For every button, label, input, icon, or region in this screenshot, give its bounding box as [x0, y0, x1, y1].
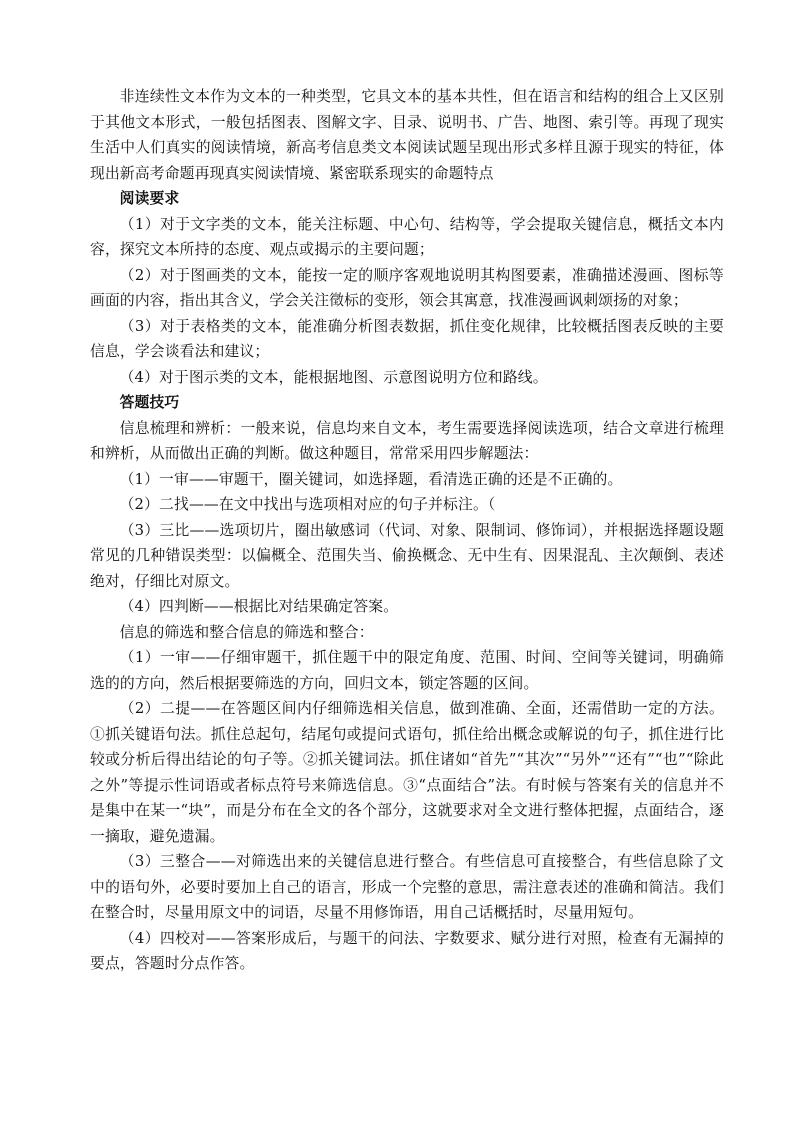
section-heading-answer-tips: 答题技巧 — [119, 394, 180, 411]
document-page — [90, 84, 724, 977]
filter-integrate-intro: 信息的筛选和整合信息的筛选和整合： — [119, 623, 374, 641]
intro-paragraph: 非连续性文本作为文本的一种类型，它具文本的基本共性，但在语言和结构的组合上又区别于其他文本形式，一般包括图表、图解文字、目录、说明书、广告、地图、索引等。再现了现实生活中人们真实的阅读情境，新高考信息类文本阅读试题呈现出形式多样且源于现实的特征，体现出新高考命题再现真实阅读情境、紧密联系现实的命题特点 — [90, 88, 724, 182]
tips-step-2: （2）二找——在文中找出与选项相对应的句子并标注。（ — [119, 496, 496, 513]
filter-step-4: （4）四校对——答案形成后，与题干的问法、字数要求、赋分进行对照，检查有无漏掉的要点，答题时分点作答。 — [90, 929, 724, 972]
requirement-item-1: （1）对于文字类的文本，能关注标题、中心句、结构等，学会提取关键信息，概括文本内容，探究文本所持的态度、观点或揭示的主要问题； — [90, 215, 724, 258]
tips-intro-paragraph: 信息梳理和辨析：一般来说，信息均来自文本，考生需要选择阅读选项，结合文章进行梳理和辨析，从而做出正确的判断。做这种题目，常常采用四步解题法： — [90, 419, 724, 462]
requirement-item-2: （2）对于图画类的文本，能按一定的顺序客观地说明其构图要素，准确描述漫画、图标等画面的内容，指出其含义，学会关注徵标的变形，领会其寓意，找准漫画讽刺颂扬的对象； — [90, 266, 724, 309]
requirement-item-4: （4）对于图示类的文本，能根据地图、示意图说明方位和路线。 — [119, 368, 548, 386]
section-heading-reading-requirements: 阅读要求 — [119, 190, 180, 207]
filter-step-2: （2）二提——在答题区间内仔细筛选相关信息，做到准确、全面，还需借助一定的方法。①抓关键语句法。抓住总起句，结尾句或提问式语句，抓住给出概念或解说的句子，抓住进行比较或分析后得出结论的句子等。②抓关键词法。抓住诸如“首先”“其次”“另外”“还有”“也”“除此之外”等提示性词语或者标点符号来筛选信息。③“点面结合”法。有时候与答案有关的信息并不是集中在某一“块”，而是分布在全文的各个部分，这就要求对全文进行整体把握，点面结合，逐一摘取，避免遗漏。 — [90, 700, 724, 845]
filter-step-3: （3）三整合——对筛选出来的关键信息进行整合。有些信息可直接整合，有些信息除了文中的语句外，必要时要加上自己的语言，形成一个完整的意思，需注意表述的准确和简洁。我们在整合时，尽量用原文中的词语，尽量不用修饰语，用自己话概括时，尽量用短句。 — [90, 853, 724, 921]
filter-step-1: （1）一审——仔细审题干，抓住题干中的限定角度、范围、时间、空间等关键词，明确筛选的的方向，然后根据要筛选的方向，回归文本，锁定答题的区间。 — [90, 649, 724, 692]
tips-step-3: （3）三比——选项切片，圈出敏感词（代词、对象、限制词、修饰词），并根据选择题设题常见的几种错误类型：以偏概全、范围失当、偷换概念、无中生有、因果混乱、主次颠倒、表述绝对，仔细比对原文。 — [90, 521, 724, 590]
tips-step-1: （1）一审——审题干，圈关键词，如选择题，看清选正确的还是不正确的。 — [119, 470, 623, 488]
tips-step-4: （4）四判断——根据比对结果确定答案。 — [119, 598, 399, 615]
requirement-item-3: （3）对于表格类的文本，能准确分析图表数据，抓住变化规律，比较概括图表反映的主要信息，学会谈看法和建议； — [90, 317, 724, 360]
